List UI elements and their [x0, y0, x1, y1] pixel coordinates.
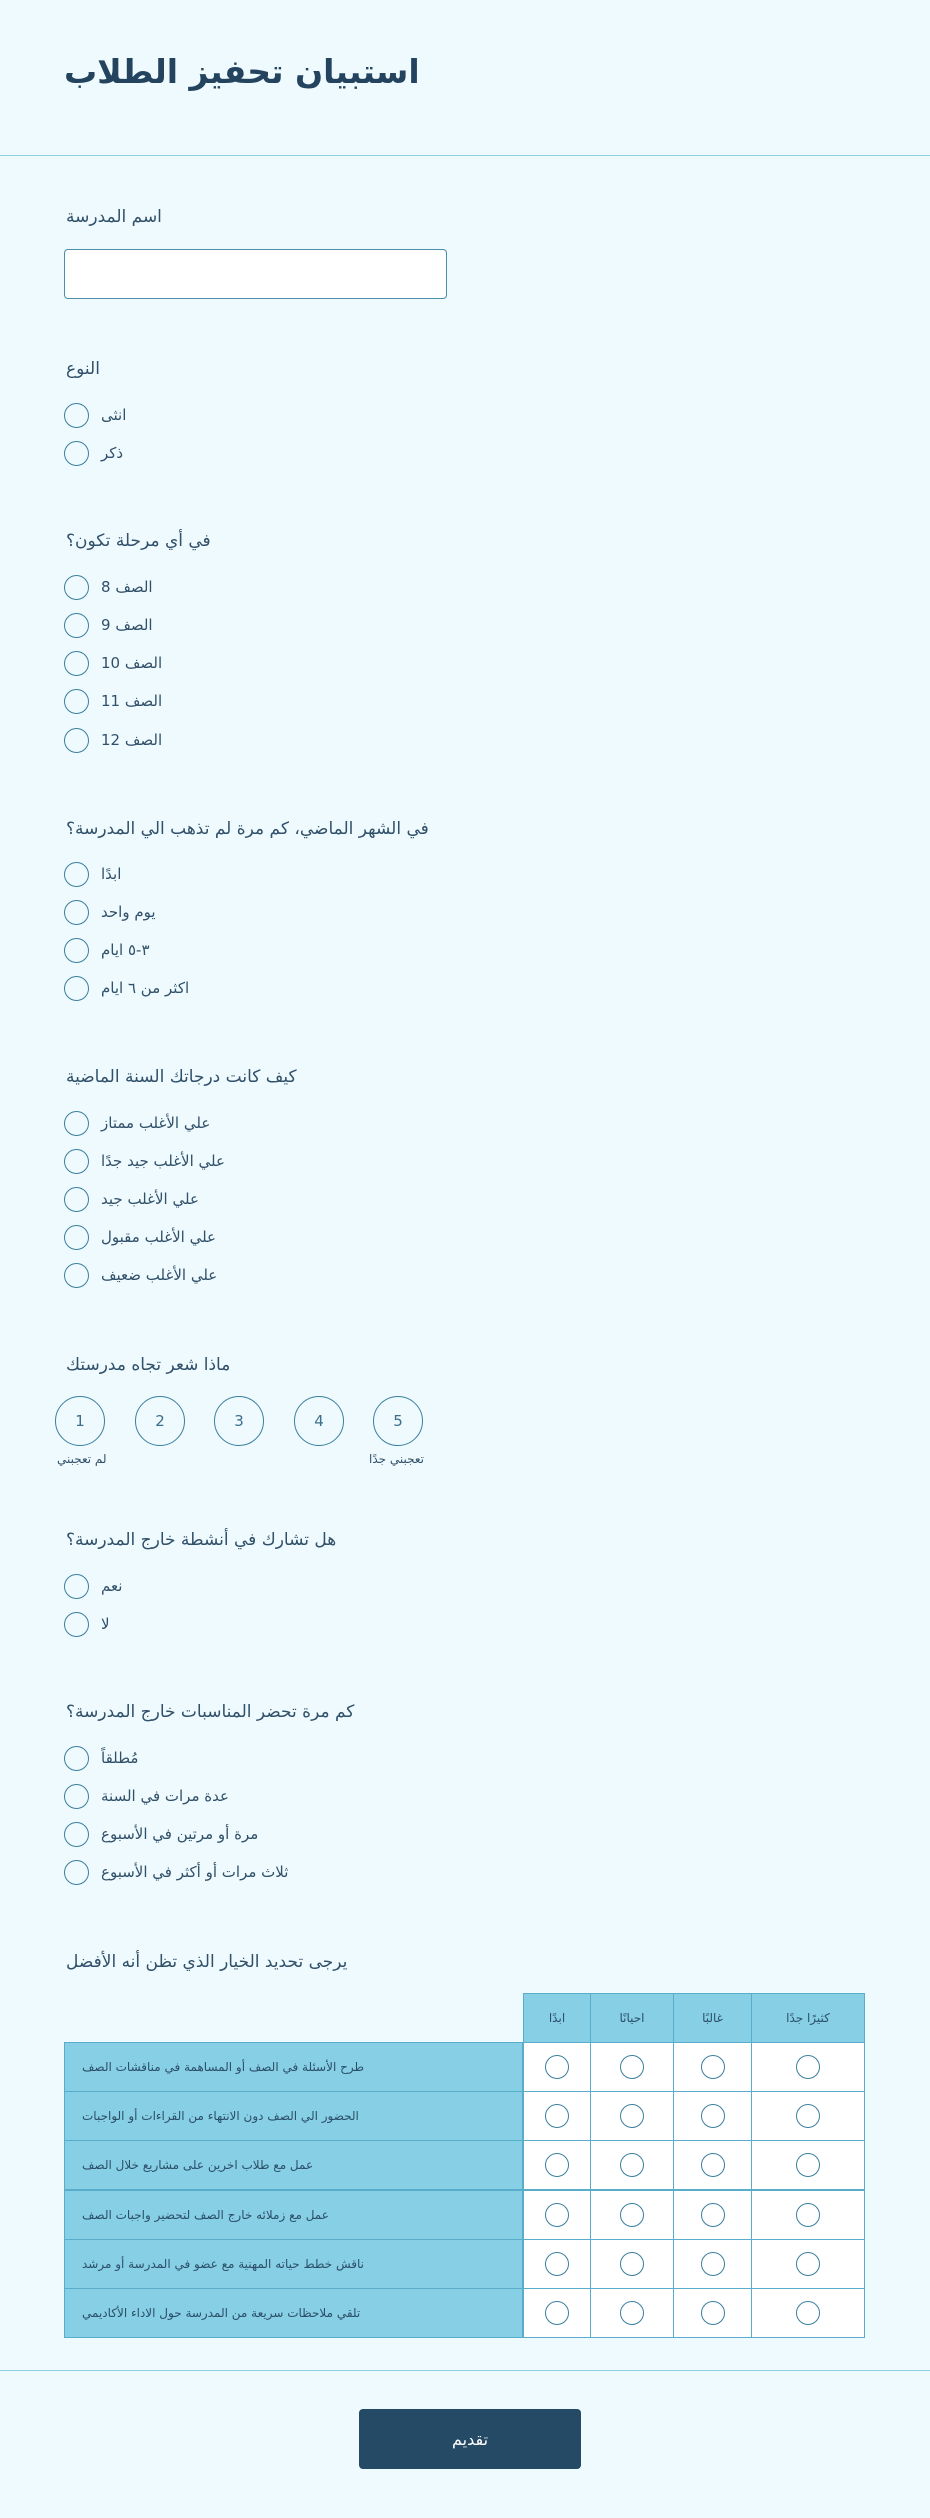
submit-button[interactable]: تقديم	[359, 2409, 581, 2469]
matrix-cell[interactable]	[523, 2288, 591, 2338]
radio-button[interactable]	[701, 2104, 725, 2128]
matrix-cell[interactable]	[590, 2239, 674, 2289]
option-label: علي الأغلب جيد جدًا	[101, 1152, 225, 1170]
option-label: يوم واحد	[101, 903, 156, 921]
radio-button[interactable]	[545, 2301, 569, 2325]
events-option[interactable]	[64, 1859, 288, 1885]
radio-button[interactable]	[620, 2104, 644, 2128]
radio-button[interactable]	[64, 1612, 89, 1637]
radio-button[interactable]	[64, 976, 89, 1001]
matrix-row-label: طرح الأسئلة في الصف أو المساهمة في مناقشات الصف	[64, 2042, 523, 2092]
form-title: استبيان تحفيز الطلاب	[64, 52, 420, 91]
matrix-cell[interactable]	[751, 2190, 865, 2240]
radio-button[interactable]	[64, 441, 89, 466]
radio-button[interactable]	[64, 862, 89, 887]
matrix-cell[interactable]	[751, 2288, 865, 2338]
matrix-cell[interactable]	[673, 2042, 752, 2092]
activities-option-no[interactable]	[64, 1611, 110, 1637]
radio-button[interactable]	[701, 2301, 725, 2325]
absence-option[interactable]	[64, 975, 189, 1001]
gender-label: النوع	[66, 359, 100, 379]
scale-option-2[interactable]: 2	[135, 1396, 185, 1446]
matrix-cell[interactable]	[590, 2091, 674, 2141]
activities-option-yes[interactable]	[64, 1573, 122, 1599]
radio-button[interactable]	[701, 2203, 725, 2227]
events-label: كم مرة تحضر المناسبات خارج المدرسة؟	[66, 1702, 355, 1722]
radio-button[interactable]	[545, 2104, 569, 2128]
option-label: الصف 9	[101, 616, 153, 634]
school-name-label: اسم المدرسة	[66, 207, 162, 227]
option-label: علي الأغلب مقبول	[101, 1228, 217, 1246]
matrix-cell[interactable]	[673, 2140, 752, 2190]
grades-option[interactable]	[64, 1262, 217, 1288]
option-label: الصف 12	[101, 731, 163, 749]
radio-button[interactable]	[64, 651, 89, 676]
matrix-cell[interactable]	[751, 2091, 865, 2141]
matrix-row-label: عمل مع زملائه خارج الصف لتحضير واجبات الصف	[64, 2190, 523, 2240]
radio-button[interactable]	[545, 2252, 569, 2276]
matrix-cell[interactable]	[523, 2140, 591, 2190]
radio-button[interactable]	[796, 2153, 820, 2177]
matrix-column-header: ابدًا	[523, 1993, 591, 2043]
matrix-cell[interactable]	[673, 2288, 752, 2338]
radio-button[interactable]	[701, 2153, 725, 2177]
option-label: مرة أو مرتين في الأسبوع	[101, 1825, 259, 1843]
matrix-column-header: كثيرًا جدًا	[751, 1993, 865, 2043]
matrix-cell[interactable]	[590, 2140, 674, 2190]
radio-button[interactable]	[701, 2252, 725, 2276]
events-option[interactable]	[64, 1821, 258, 1847]
matrix-label: يرجى تحديد الخيار الذي تظن أنه الأفضل	[66, 1952, 348, 1972]
radio-button[interactable]	[64, 613, 89, 638]
grade-option[interactable]	[64, 727, 162, 753]
option-label: الصف 8	[101, 578, 153, 596]
matrix-cell[interactable]	[673, 2091, 752, 2141]
option-label: علي الأغلب ممتاز	[101, 1114, 211, 1132]
matrix-column-header: غالبًا	[673, 1993, 752, 2043]
grades-option[interactable]	[64, 1110, 210, 1136]
option-label: علي الأغلب جيد	[101, 1190, 199, 1208]
school-name-input[interactable]	[64, 249, 447, 299]
grades-option[interactable]	[64, 1186, 199, 1212]
gender-option-male[interactable]	[64, 440, 123, 466]
gender-option-female[interactable]	[64, 402, 126, 428]
activities-label: هل تشارك في أنشطة خارج المدرسة؟	[66, 1530, 337, 1550]
matrix-cell[interactable]	[751, 2140, 865, 2190]
footer-divider	[0, 2370, 930, 2371]
matrix-cell[interactable]	[590, 2288, 674, 2338]
radio-button[interactable]	[64, 1746, 89, 1771]
matrix-cell[interactable]	[523, 2091, 591, 2141]
matrix-cell[interactable]	[523, 2239, 591, 2289]
option-label: ابدًا	[101, 865, 122, 883]
radio-button[interactable]	[545, 2153, 569, 2177]
radio-button[interactable]	[796, 2252, 820, 2276]
grade-option[interactable]	[64, 612, 153, 638]
radio-button[interactable]	[620, 2252, 644, 2276]
matrix-cell[interactable]	[523, 2042, 591, 2092]
option-label: اكثر من ٦ ايام	[101, 979, 190, 997]
matrix-cell[interactable]	[590, 2190, 674, 2240]
absence-option[interactable]	[64, 899, 156, 925]
matrix-column-header: احيانًا	[590, 1993, 674, 2043]
radio-button[interactable]	[620, 2055, 644, 2079]
form-header	[0, 0, 930, 156]
radio-button[interactable]	[796, 2055, 820, 2079]
option-label: ثلاث مرات أو أكثر في الأسبوع	[101, 1863, 289, 1881]
radio-button[interactable]	[64, 938, 89, 963]
radio-button[interactable]	[64, 1111, 89, 1136]
matrix-row-label: ناقش خطط حياته المهنية مع عضو في المدرسة أو مرشد	[64, 2239, 523, 2289]
radio-button[interactable]	[620, 2203, 644, 2227]
radio-button[interactable]	[64, 1149, 89, 1174]
radio-button[interactable]	[545, 2055, 569, 2079]
matrix-row-label: الحضور الي الصف دون الانتهاء من القراءات أو الواجبات	[64, 2091, 523, 2141]
option-label: لا	[101, 1615, 110, 1633]
radio-button[interactable]	[796, 2104, 820, 2128]
scale-option-1[interactable]: 1	[55, 1396, 105, 1446]
absence-option[interactable]	[64, 861, 121, 887]
grade-option[interactable]	[64, 688, 162, 714]
option-label: علي الأغلب ضعيف	[101, 1266, 218, 1284]
option-label: نعم	[101, 1577, 123, 1595]
matrix-cell[interactable]	[523, 2190, 591, 2240]
grade-option[interactable]	[64, 650, 162, 676]
radio-button[interactable]	[64, 403, 89, 428]
scale-low-caption: لم تعجبني	[57, 1452, 107, 1466]
radio-button[interactable]	[64, 1784, 89, 1809]
matrix-row-label: عمل مع طلاب اخرين على مشاريع خلال الصف	[64, 2140, 523, 2190]
matrix-cell[interactable]	[590, 2042, 674, 2092]
scale-high-caption: تعجبني جدًا	[369, 1452, 424, 1466]
scale-option-5[interactable]: 5	[373, 1396, 423, 1446]
radio-button[interactable]	[64, 575, 89, 600]
option-label: انثى	[101, 406, 127, 424]
matrix-cell[interactable]	[673, 2190, 752, 2240]
option-label: عدة مرات في السنة	[101, 1787, 229, 1805]
radio-button[interactable]	[64, 900, 89, 925]
scale-option-3[interactable]: 3	[214, 1396, 264, 1446]
grades-last-year-label: كيف كانت درجاتك السنة الماضية	[66, 1067, 297, 1087]
radio-button[interactable]	[545, 2203, 569, 2227]
absence-option[interactable]	[64, 937, 150, 963]
events-option[interactable]	[64, 1783, 229, 1809]
radio-button[interactable]	[64, 728, 89, 753]
radio-button[interactable]	[64, 689, 89, 714]
matrix-cell[interactable]	[751, 2042, 865, 2092]
matrix-cell[interactable]	[673, 2239, 752, 2289]
grade-label: في أي مرحلة تكون؟	[66, 531, 211, 551]
feeling-label: ماذا شعر تجاه مدرستك	[66, 1355, 231, 1375]
option-label: مُطلقاً	[101, 1749, 139, 1767]
radio-button[interactable]	[620, 2153, 644, 2177]
radio-button[interactable]	[701, 2055, 725, 2079]
matrix-cell[interactable]	[751, 2239, 865, 2289]
option-label: الصف 10	[101, 654, 163, 672]
radio-button[interactable]	[620, 2301, 644, 2325]
matrix-row-label: تلقي ملاحظات سريعة من المدرسة حول الاداء الأكاديمي	[64, 2288, 523, 2338]
radio-button[interactable]	[796, 2203, 820, 2227]
grades-option[interactable]	[64, 1224, 216, 1250]
grade-option[interactable]	[64, 574, 153, 600]
option-label: الصف 11	[101, 692, 163, 710]
radio-button[interactable]	[796, 2301, 820, 2325]
option-label: ذكر	[101, 444, 124, 462]
grades-option[interactable]	[64, 1148, 225, 1174]
radio-button[interactable]	[64, 1187, 89, 1212]
radio-button[interactable]	[64, 1860, 89, 1885]
radio-button[interactable]	[64, 1574, 89, 1599]
radio-button[interactable]	[64, 1225, 89, 1250]
radio-button[interactable]	[64, 1822, 89, 1847]
radio-button[interactable]	[64, 1263, 89, 1288]
scale-option-4[interactable]: 4	[294, 1396, 344, 1446]
option-label: ٣-٥ ايام	[101, 941, 150, 959]
events-option[interactable]	[64, 1745, 138, 1771]
absence-label: في الشهر الماضي، كم مرة لم تذهب الي المدرسة؟	[66, 819, 429, 839]
